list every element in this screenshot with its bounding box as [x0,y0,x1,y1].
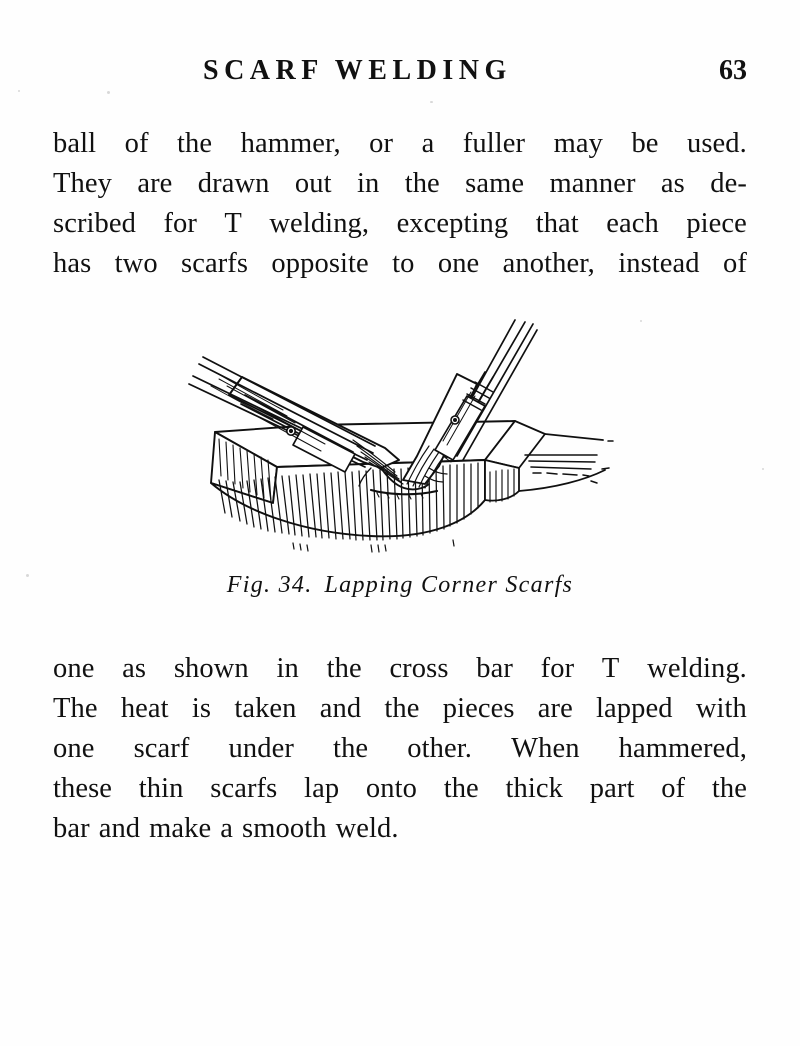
text-line [53,204,747,244]
word: or [369,128,394,159]
page-title: SCARF WELDING [203,55,512,86]
word: lapped [596,693,673,724]
left-tongs-rivet-core [290,430,293,433]
word: the [443,773,479,804]
text-line [53,649,747,689]
word: drawn [197,168,270,199]
word: is [191,693,212,724]
word: They [53,168,112,199]
word: as [660,168,685,199]
text-line [53,244,747,284]
text-line [53,729,747,769]
word: hammer, [240,128,341,159]
word: and [319,693,362,724]
word: for [540,653,575,684]
word: thin [138,773,184,804]
word: the [404,168,440,199]
word: as [122,653,147,684]
word: the [333,733,369,764]
anvil-broken-hatch-stubs [293,540,454,552]
figure-number: Fig. 34. [226,572,313,598]
word: heat [120,693,169,724]
paragraph-bottom [53,649,747,849]
word: smooth [242,813,327,844]
word: with [695,693,747,724]
illustration-lapping-corner-scarfs [185,300,615,560]
word: scribed [53,208,136,239]
word: fuller [462,128,526,159]
word: a [421,128,435,159]
word: hammered, [618,733,747,764]
word: weld. [335,813,399,844]
scan-speck [762,468,764,470]
word: manner [549,168,636,199]
word: the [711,773,747,804]
word: for [163,208,197,239]
scan-speck [26,574,29,577]
word: each [606,208,659,239]
figure-34 [53,300,747,610]
word: the [177,128,213,159]
word: pieces [442,693,515,724]
scan-speck [430,101,433,103]
word: scarfs [210,773,278,804]
word: used. [687,128,747,159]
word: T [601,653,620,684]
word: one [53,733,95,764]
word: that [535,208,579,239]
word: welding. [647,653,747,684]
word: scarf [133,733,190,764]
word: welding, [269,208,370,239]
word: excepting [396,208,509,239]
word: other. [407,733,472,764]
word: to [392,248,415,279]
word: shown [173,653,249,684]
word: the [384,693,420,724]
word: the [326,653,362,684]
word: has [53,248,92,279]
word: two [114,248,158,279]
word: of [124,128,149,159]
running-head [53,55,747,95]
word: same [465,168,525,199]
word: under [228,733,294,764]
text-line [53,769,747,809]
word: When [511,733,580,764]
word: may [553,128,603,159]
figure-title: Lapping Corner Scarfs [324,572,574,598]
word: one [53,653,95,684]
text-line [53,809,747,849]
word: a [220,813,234,844]
page-number: 63 [719,55,747,86]
word: one [437,248,480,279]
word: another, [502,248,595,279]
word: these [53,773,113,804]
word: and [98,813,141,844]
word: thick [505,773,564,804]
word: taken [234,693,297,724]
word: of [661,773,686,804]
word: opposite [271,248,369,279]
paragraph-top [53,124,747,284]
text-line [53,164,747,204]
word: bar [53,813,90,844]
word: de- [710,168,747,199]
text-line [53,124,747,164]
word: are [137,168,173,199]
word: T [224,208,242,239]
word: in [276,653,299,684]
anvil-horn-fade-lines [525,441,613,483]
word: bar [476,653,513,684]
word: scarfs [181,248,249,279]
figure-caption [53,572,747,599]
word: out [294,168,332,199]
scan-speck [18,90,20,92]
text-line [53,689,747,729]
word: ball [53,128,97,159]
word: The [53,693,98,724]
word: lap [304,773,340,804]
word: are [537,693,573,724]
right-tongs-rivet-core [454,419,457,422]
word: of [722,248,747,279]
word: be [631,128,659,159]
word: onto [365,773,417,804]
word: piece [686,208,747,239]
word: part [589,773,635,804]
word: cross [389,653,449,684]
word: instead [618,248,700,279]
word: make [149,813,212,844]
word: in [356,168,380,199]
